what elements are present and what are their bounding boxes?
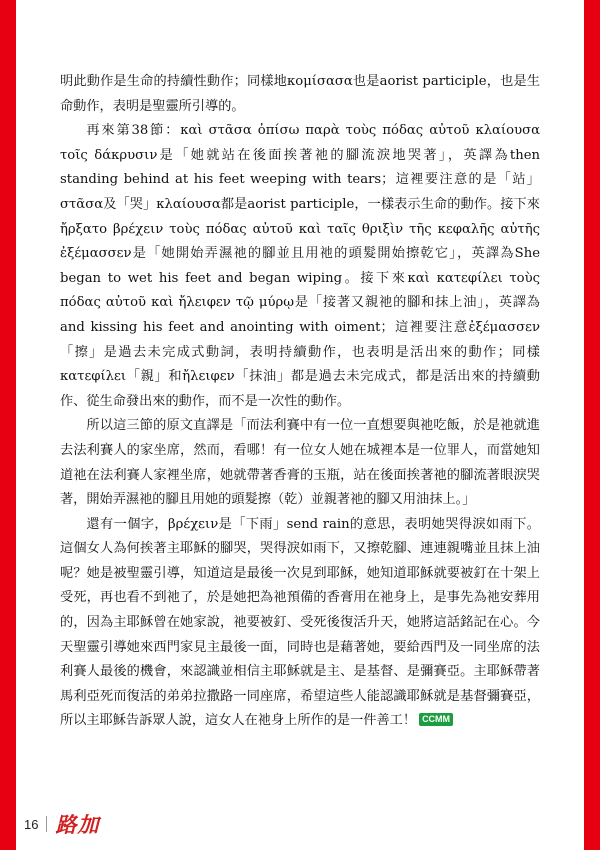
article-body (60, 70, 540, 734)
page (16, 0, 584, 850)
paragraph-text: 所以這三節的原文直譯是「而法利賽中有一位一直想要與祂吃飯，於是祂就進去法利賽人的家坐席，然而，看哪！有一位女人她在城裡本是一位罪人，而當她知道祂在法利賽人家裡坐席，她就帶著香膏的玉瓶，站在後面挨著祂的腳流著眼淚哭著，開始弄濕祂的腳且用她的頭髮擦（乾）並親著祂的腳又用油抹上。」 (60, 418, 540, 508)
paragraph-text: 明此動作是生命的持續性動作；同樣地κομίσασα也是aorist participle，也是生命動作，表明是聖靈所引導的。 (60, 74, 540, 114)
paragraph-text: 再來第38節：καὶ στᾶσα ὀπίσω παρὰ τοὺς πόδας αὐτοῦ κλαίουσα τοῖς δάκρυσιν是「她就站在後面挨著祂的腳流淚地哭著」，英譯為then standing behind at his feet weeping with tears；這裡要注意的是「站」στᾶσα及「哭」κλαίουσα都是aorist participle，一樣表示生命的動作。接下來ἤρξατο βρέχειν τοὺς πόδας αὐτοῦ καὶ ταῖς θριξὶν τῆς κεφαλῆς αὐτῆς ἐξέμασσεν是「她開始弄濕祂的腳並且用祂的頭髮開始擦乾它」，英譯為She began to wet his feet and began wiping。接下來καὶ κατεφίλει τοὺς πόδας αὐτοῦ καὶ ἤλειφεν τῷ μύρῳ是「接著又親祂的腳和抹上油」，英譯為and kissing his feet and anointing with oiment；這裡要注意ἐξέμασσεν「擦」是過去未完成式動詞，表明持續動作，也表明是活出來的動作；同樣κατεφίλει「親」和ἤλειφεν「抹油」都是過去未完成式，都是活出來的持續動作、從生命發出來的動作，而不是一次性的動作。 (60, 123, 540, 409)
page-footer (24, 812, 99, 836)
page-number: 16 (24, 816, 39, 832)
footer-divider (46, 816, 47, 832)
paragraph-1 (60, 70, 540, 119)
ccmm-end-badge: CCMM (419, 713, 453, 726)
paragraph-3 (60, 414, 540, 512)
paragraph-4 (60, 513, 540, 734)
paragraph-2 (60, 119, 540, 414)
magazine-logo: 路加 (55, 812, 100, 837)
paragraph-text: 還有一個字，βρέχειν是「下雨」send rain的意思，表明她哭得淚如雨下。這個女人為何挨著主耶穌的腳哭，哭得淚如雨下，又擦乾腳、連連親嘴並且抹上油呢？她是被聖靈引導，知道這是最後一次見到耶穌，她知道耶穌就要被釘在十架上受死，再也看不到祂了，於是她把為祂預備的香膏用在祂身上，是事先為祂安葬用的，因為主耶穌曾在她家說，祂要被釘、受死後復活升天，她將這話銘記在心。今天聖靈引導她來西門家見主最後一面，同時也是藉著她，要給西門及一同坐席的法利賽人最後的機會，來認識並相信主耶穌就是主、是基督、是彌賽亞。主耶穌帶著馬利亞死而復活的弟弟拉撒路一同座席，希望這些人能認識耶穌就是基督彌賽亞，所以主耶穌告訴眾人說，這女人在祂身上所作的是一件善工！ (60, 516, 540, 729)
